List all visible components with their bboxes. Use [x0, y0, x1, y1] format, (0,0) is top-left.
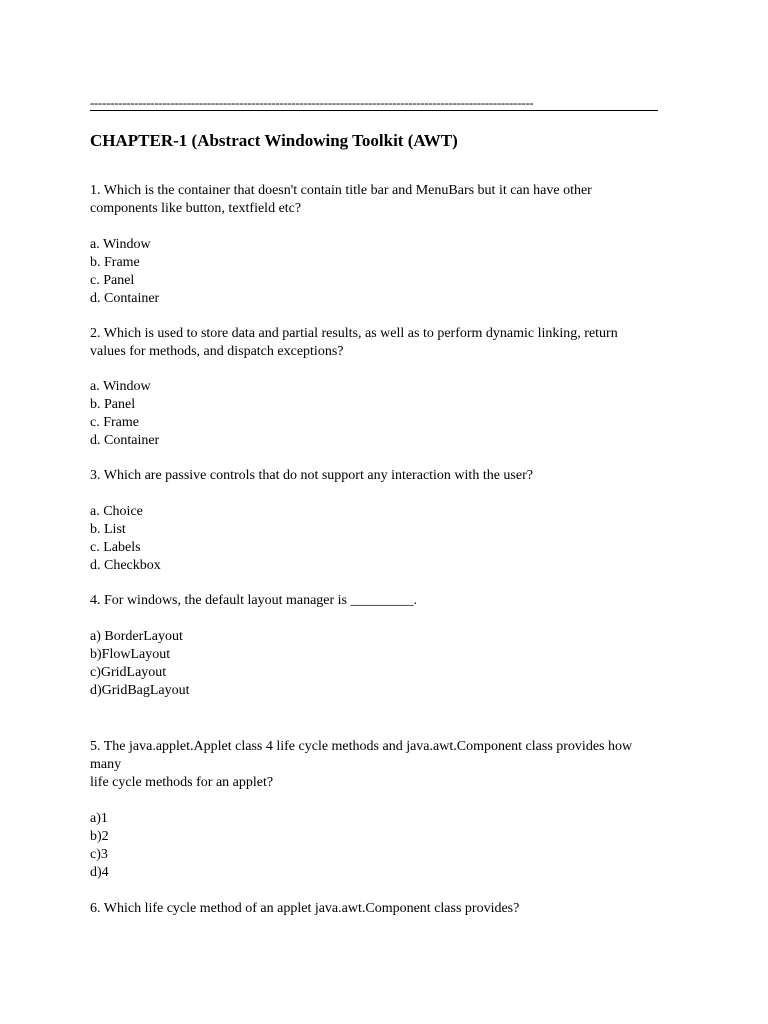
question-block-2: [90, 325, 710, 450]
question-block-1: [90, 182, 710, 308]
question-line: components like button, textfield etc?: [90, 201, 302, 216]
question-line: many: [90, 757, 122, 772]
answer-option: c. Frame: [90, 415, 139, 430]
question-block-4: [90, 592, 710, 700]
answer-options: [90, 378, 710, 450]
answer-option: a. Choice: [90, 504, 143, 519]
top-rule-line: --------------------------------------------------------------------------------------------------------------: [90, 96, 658, 111]
chapter-title: CHAPTER-1 (Abstract Windowing Toolkit (AWT): [90, 131, 458, 150]
answer-option: b. Frame: [90, 255, 140, 270]
answer-option: d)GridBagLayout: [90, 683, 190, 698]
question-text: [90, 325, 710, 361]
question-text: [90, 738, 710, 792]
question-line: life cycle methods for an applet?: [90, 775, 274, 790]
answer-option: c)3: [90, 847, 108, 862]
answer-option: d. Container: [90, 433, 160, 448]
answer-option: a. Window: [90, 379, 151, 394]
answer-options: [90, 236, 710, 308]
answer-option: b. List: [90, 522, 126, 537]
question-line: 5. The java.applet.Applet class 4 life cycle methods and java.awt.Component class provides how: [90, 739, 633, 754]
answer-options: [90, 628, 710, 700]
answer-option: c. Labels: [90, 540, 141, 555]
answer-option: d. Checkbox: [90, 558, 161, 573]
answer-options: [90, 503, 710, 575]
answer-option: b)FlowLayout: [90, 647, 171, 662]
question-line: 4. For windows, the default layout manager is _________.: [90, 593, 418, 608]
question-line: 2. Which is used to store data and partial results, as well as to perform dynamic linking, return: [90, 326, 618, 341]
document-page: [90, 96, 710, 918]
question-line: values for methods, and dispatch exceptions?: [90, 344, 344, 359]
answer-option: b)2: [90, 829, 109, 844]
answer-option: b. Panel: [90, 397, 136, 412]
question-line: 3. Which are passive controls that do not support any interaction with the user?: [90, 468, 533, 483]
question-line: 1. Which is the container that doesn't contain title bar and MenuBars but it can have other: [90, 183, 592, 198]
question-block-5: [90, 738, 710, 882]
question-text: [90, 467, 710, 485]
answer-option: d)4: [90, 865, 109, 880]
answer-option: a. Window: [90, 237, 151, 252]
answer-option: c)GridLayout: [90, 665, 167, 680]
question-text: [90, 182, 710, 218]
answer-option: c. Panel: [90, 273, 135, 288]
answer-option: a) BorderLayout: [90, 629, 183, 644]
question-text: [90, 592, 710, 610]
question-block-3: [90, 467, 710, 575]
answer-option: d. Container: [90, 291, 160, 306]
question-text: [90, 900, 710, 918]
question-line: 6. Which life cycle method of an applet java.awt.Component class provides?: [90, 901, 520, 916]
answer-options: [90, 810, 710, 882]
question-block-6: [90, 900, 710, 918]
answer-option: a)1: [90, 811, 108, 826]
